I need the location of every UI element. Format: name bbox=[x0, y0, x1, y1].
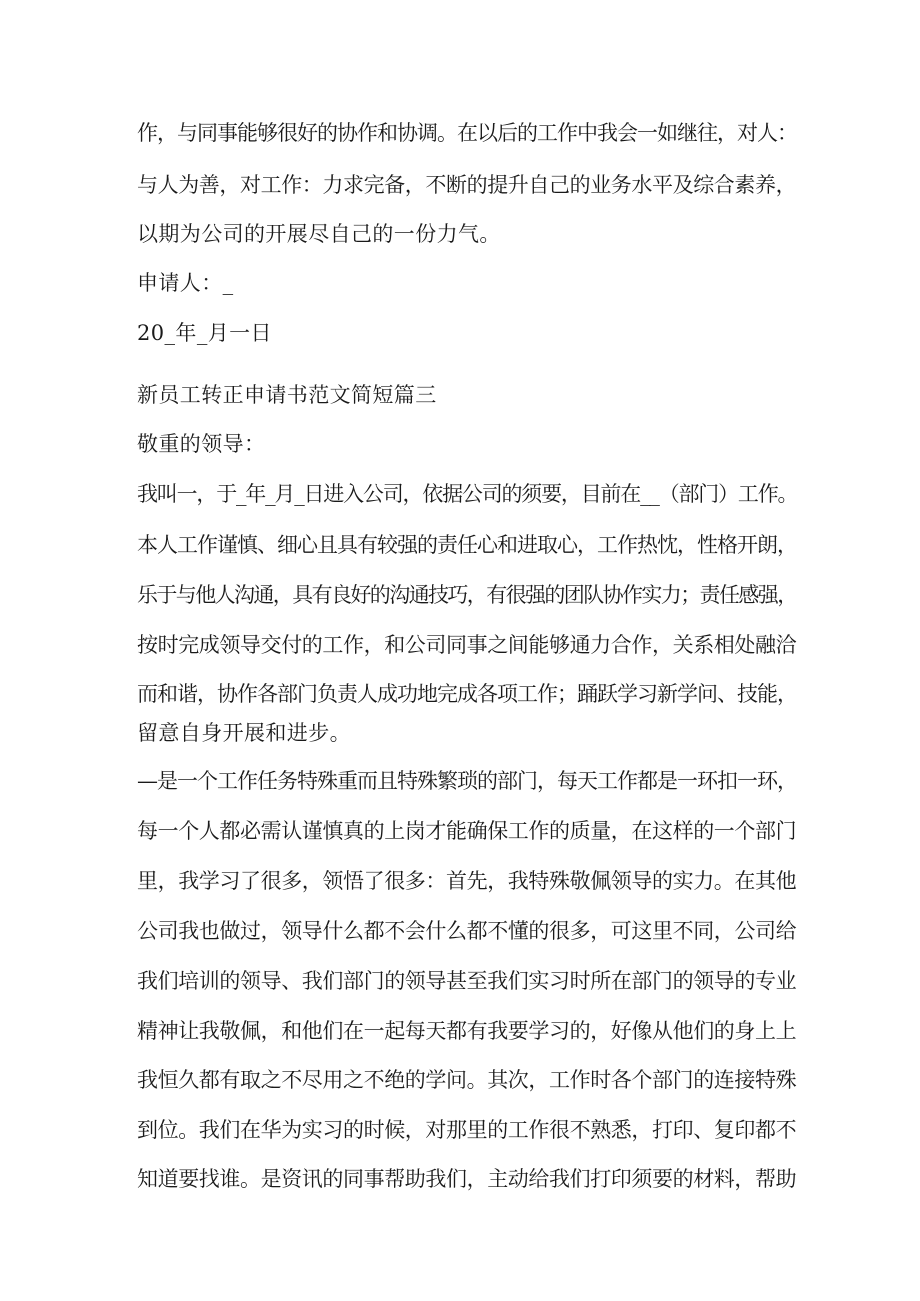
paragraph-line: 我叫一，于_年_月_日进入公司，依据公司的须要，目前在__（部门）工作。 bbox=[137, 482, 798, 506]
paragraph-line: 以期为公司的开展尽自己的一份力气。 bbox=[137, 222, 501, 246]
paragraph-line: —是一个工作任务特殊重而且特殊繁琐的部门，每天工作都是一环扣一环， bbox=[137, 769, 797, 793]
paragraph-line: 按时完成领导交付的工作，和公司同事之间能够通力合作，关系相处融洽 bbox=[137, 633, 797, 657]
paragraph-line: 公司我也做过，领导什么都不会什么都不懂的很多，可这里不同，公司给 bbox=[137, 919, 797, 943]
paragraph-line: 而和谐，协作各部门负责人成功地完成各项工作；踊跃学习新学问、技能， bbox=[137, 682, 797, 706]
paragraph-line: 乐于与他人沟通，具有良好的沟通技巧，有很强的团队协作实力；责任感强， bbox=[137, 583, 797, 607]
salutation: 敬重的领导： bbox=[137, 432, 266, 456]
paragraph-line: 留意自身开展和进步。 bbox=[137, 721, 351, 745]
applicant-signature-line: 申请人：_ bbox=[137, 271, 234, 295]
paragraph-line: 每一个人都必需认谨慎真的上岗才能确保工作的质量，在这样的一个部门 bbox=[137, 819, 797, 843]
section-title: 新员工转正申请书范文简短篇三 bbox=[137, 383, 437, 407]
paragraph-line: 到位。我们在华为实习的时候，对那里的工作很不熟悉，打印、复印都不 bbox=[137, 1118, 797, 1142]
date-line: 20_年_月一日 bbox=[137, 321, 272, 345]
paragraph-line: 精神让我敬佩，和他们在一起每天都有我要学习的，好像从他们的身上上 bbox=[137, 1019, 797, 1043]
paragraph-line: 作，与同事能够很好的协作和协调。在以后的工作中我会一如继往，对人： bbox=[137, 121, 797, 145]
paragraph-line: 本人工作谨慎、细心且具有较强的责任心和进取心，工作热忱，性格开朗， bbox=[137, 533, 797, 557]
paragraph-line: 里，我学习了很多，领悟了很多：首先，我特殊敬佩领导的实力。在其他 bbox=[137, 869, 797, 893]
paragraph-line: 知道要找谁。是资讯的同事帮助我们，主动给我们打印须要的材料，帮助 bbox=[137, 1167, 797, 1191]
paragraph-line: 与人为善，对工作：力求完备，不断的提升自己的业务水平及综合素养， bbox=[137, 173, 797, 197]
paragraph-line: 我恒久都有取之不尽用之不绝的学问。其次，工作时各个部门的连接特殊 bbox=[137, 1068, 797, 1092]
paragraph-line: 我们培训的领导、我们部门的领导甚至我们实习时所在部门的领导的专业 bbox=[137, 969, 797, 993]
